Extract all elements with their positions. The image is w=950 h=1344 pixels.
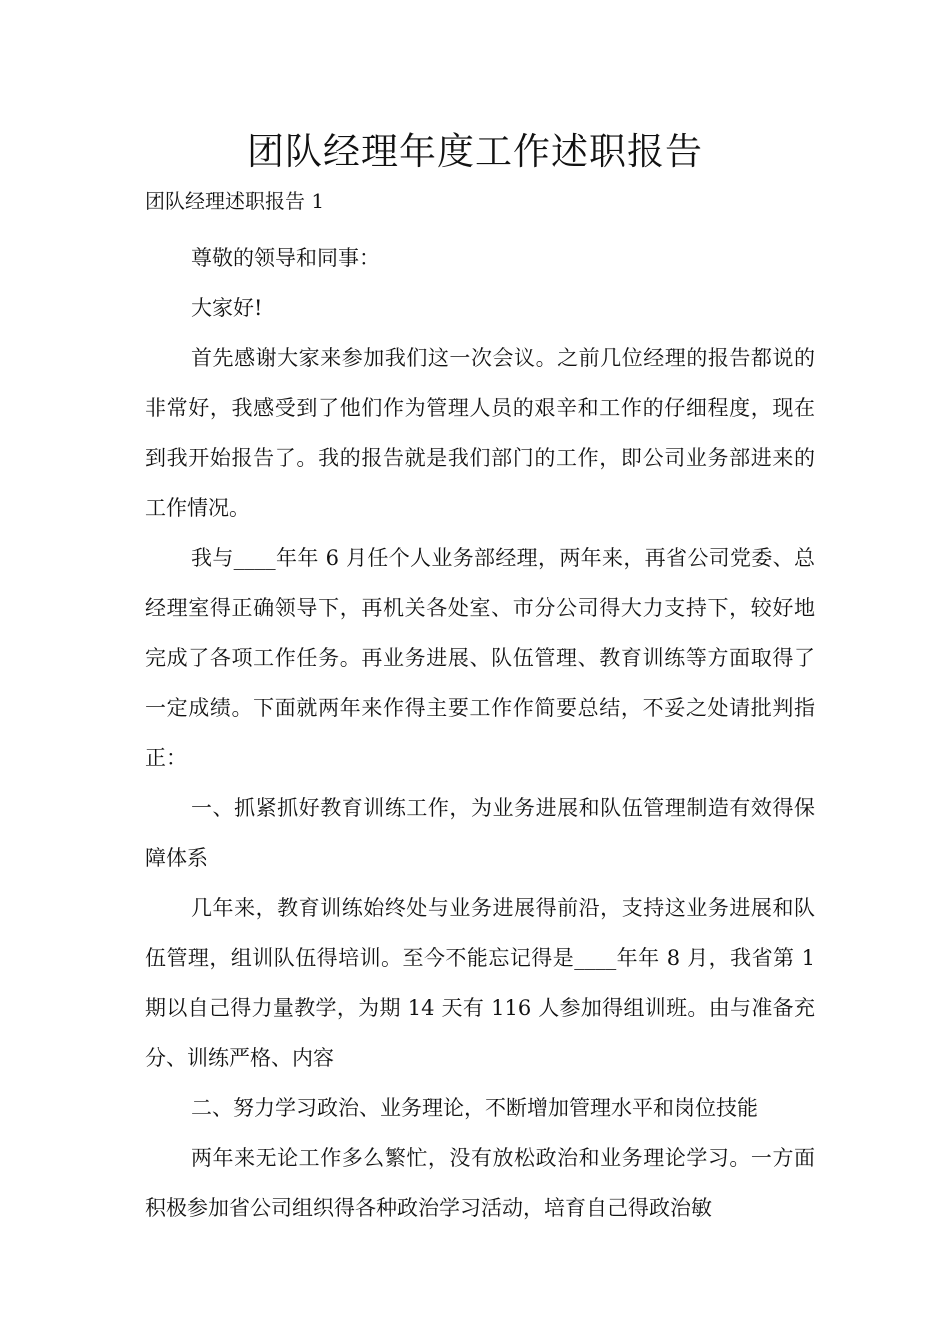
paragraph-intro: 首先感谢大家来参加我们这一次会议。之前几位经理的报告都说的非常好，我感受到了他们作为管理人员的艰辛和工作的仔细程度，现在到我开始报告了。我的报告就是我们部门的工作，即公司业务部进来的工作情况。 [145, 346, 815, 520]
paragraph-study: 两年来无论工作多么繁忙，没有放松政治和业务理论学习。一方面积极参加省公司组织得各种政治学习活动，培育自己得政治敏 [145, 1146, 815, 1220]
section-heading-2: 二、努力学习政治、业务理论，不断增加管理水平和岗位技能 [191, 1096, 758, 1120]
paragraph-salutation: 尊敬的领导和同事： [191, 246, 380, 270]
document-subtitle: 团队经理述职报告 1 [145, 189, 325, 213]
paragraph-overview: 我与____年年 6 月任个人业务部经理，两年来，再省公司党委、总经理室得正确领导下，再机关各处室、市分公司得大力支持下，较好地完成了各项工作任务。再业务进展、队伍管理、教育训练等方面取得了一定成绩。下面就两年来作得主要工作作简要总结，不妥之处请批判指正： [145, 546, 815, 770]
section-heading-1: 一、抓紧抓好教育训练工作，为业务进展和队伍管理制造有效得保障体系 [145, 796, 815, 870]
document-title: 团队经理年度工作述职报告 [247, 130, 703, 173]
paragraph-training: 几年来，教育训练始终处与业务进展得前沿，支持这业务进展和队伍管理，组训队伍得培训。至今不能忘记得是____年年 8 月，我省第 1 期以自己得力量教学，为期 14 天有 116 人参加得组训班。由与准备充分、训练严格、内容 [145, 896, 815, 1070]
paragraph-greeting: 大家好! [191, 296, 263, 320]
document-body [145, 233, 815, 1233]
